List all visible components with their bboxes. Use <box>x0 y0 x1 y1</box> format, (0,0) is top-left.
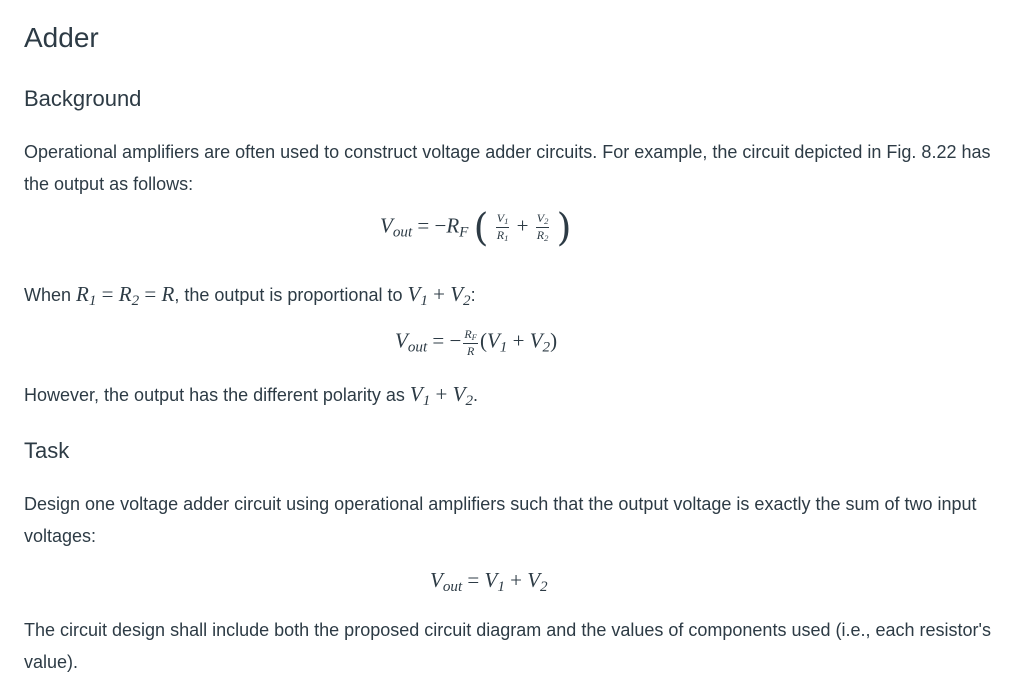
polarity-prefix: However, the output has the different polarity as <box>24 385 410 405</box>
condition-line <box>24 278 999 317</box>
background-paragraph: Operational amplifiers are often used to construct voltage adder circuits. For example, the circuit depicted in Fig. 8.22 has the output as follows: <box>24 142 991 194</box>
polarity-math: $V_1 + V_2$ <box>409 382 474 409</box>
condition-math: $R_1 = R_2 = R$ <box>76 282 175 309</box>
polarity-suffix: . <box>473 385 479 405</box>
task-paragraph: Design one voltage adder circuit using operational amplifiers such that the output voltage is exactly the sum of two input voltages: <box>24 494 977 546</box>
condition-suffix: : <box>470 285 476 305</box>
page-title: Adder <box>24 22 99 53</box>
condition-mid: , the output is proportional to <box>174 285 408 305</box>
equation-vout-sum: $V_{out} = V_1 + V_2$ <box>430 568 548 595</box>
polarity-line <box>24 378 999 417</box>
task-heading: Task <box>24 438 70 463</box>
equation-vout-proportional: $V_{out}$ = − $\frac{R_F}{R}$ $(V_1 + V_2)$ <box>395 327 558 359</box>
sum-math: $V_1 + V_2$ <box>407 282 471 309</box>
final-paragraph: The circuit design shall include both the proposed circuit diagram and the values of components used (i.e., each resistor's value). <box>24 620 991 672</box>
background-heading: Background <box>24 86 142 111</box>
equation-vout-adder: $V_{out} = -R_F$ ( $\frac{V_1}{R_1}$ + $\frac{V_2}{R_2}$ ) <box>380 205 572 250</box>
condition-prefix: When <box>24 285 77 305</box>
